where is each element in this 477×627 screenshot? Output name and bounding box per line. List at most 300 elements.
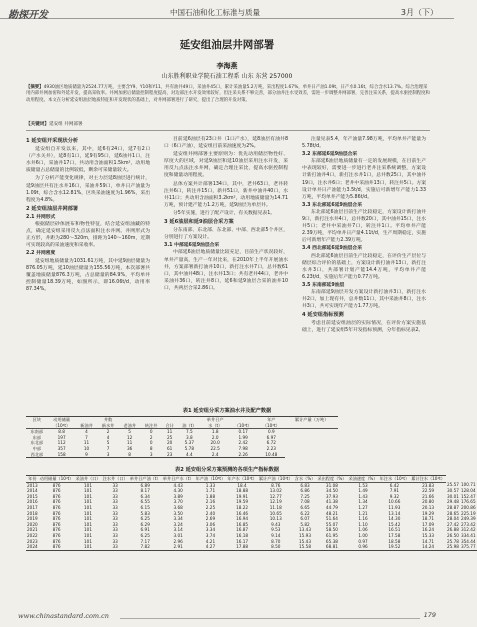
table-cell: 19.91	[236, 493, 249, 499]
keywords-label: 【关键词】	[26, 122, 49, 127]
table-header-cell: 累计产油（10⁴t）	[258, 476, 293, 481]
table-header-cell	[285, 423, 338, 429]
table-header-cell: 累计产量（万吨）	[285, 417, 338, 423]
table-cell: 101	[84, 482, 93, 488]
table-cell: 28.04	[446, 516, 459, 522]
table-cell: 100.71	[460, 482, 476, 488]
table-cell: 18.58	[388, 538, 401, 544]
table-cell: 8.17	[140, 488, 150, 494]
table-header-cell: 老油井	[119, 423, 141, 429]
table-cell: 9.14	[271, 532, 281, 538]
table-cell: 1.99	[238, 434, 248, 440]
table-cell: 10.13	[269, 516, 282, 522]
table-cell: 东南部	[30, 429, 44, 435]
paragraph: 目前延6油层有23口井（1口产水），延8油层有油井8口（6口产油），延安组目前采油速度为2%。	[164, 137, 288, 150]
table-header-cell: （10⁴t）	[229, 423, 257, 429]
paragraph: 分东南部、东北部、东北部、中部、西北部5个井区，分别进行了方案设计。	[164, 228, 288, 241]
table-cell: 3.68	[173, 504, 183, 510]
table-cell: 10.66	[388, 499, 401, 505]
table-cell: 3.8	[185, 434, 193, 440]
table-cell: 876	[52, 516, 61, 522]
table-cell: 1.33	[205, 482, 216, 488]
table-cell: 876	[52, 482, 61, 488]
table-cell: 1.71	[205, 488, 216, 494]
author-name: 李海燕	[216, 62, 238, 70]
table-cell: 33	[112, 538, 118, 544]
page-header	[0, 4, 454, 19]
table-cell: 2017	[27, 504, 38, 510]
table-header-cell: 单井日产油（t）	[129, 476, 161, 481]
table-cell: 44.79	[325, 504, 338, 510]
section-heading: 1 延安组开采现状分析	[26, 138, 79, 144]
table-cell: 1.43	[358, 493, 368, 499]
table-header-cell: 转注井	[140, 423, 162, 429]
table-cell: 876	[52, 488, 61, 494]
table-cell: 101	[84, 538, 93, 544]
table-cell: 6.72	[266, 440, 276, 446]
table-cell: 东部	[32, 434, 41, 440]
issue-label: 3月（下）	[400, 8, 438, 17]
table-header-cell: 新油井	[76, 423, 98, 429]
table-cell: 4	[106, 434, 110, 440]
table-cell: 354.44	[460, 538, 476, 544]
table-cell: 6.89	[140, 482, 150, 488]
header-divider	[26, 130, 430, 131]
table-cell: 2013	[27, 482, 38, 488]
table-cell: 22.59	[422, 488, 435, 494]
table-cell: 2.23	[266, 445, 276, 451]
table-cell: 7.08	[300, 499, 310, 505]
table-cell: 6.25	[140, 516, 150, 522]
table-cell: 6.83	[300, 482, 310, 488]
table-cell: 13.02	[269, 488, 282, 494]
table-cell: 10	[83, 445, 90, 451]
table-cell: 41.38	[325, 499, 338, 505]
table-cell: 16.46	[236, 510, 249, 516]
table-cell: 17.88	[226, 544, 258, 550]
table-cell: 30.57	[446, 488, 459, 494]
table-cell: 112	[57, 440, 66, 446]
body-column-1	[26, 136, 150, 294]
table-header-cell: 采出程度（%）	[317, 476, 347, 481]
paragraph: 为了分析产能变化规律，对主力层延8油层进行统计，延9油层共有注水井16口，采油井59口，单井日产油量为1.09t，综合含水12.81%，区块采油速度为1.96%，采出程度为4.8%。	[26, 176, 150, 203]
paragraph: 西北部延6油层目前生产比较稳定，在评价生产层位与储层综合评价的基础上，方案设计新打油井13口，新打注水井3口，共部署计划产能14.4万吨，平均单井产能6.23t/d，实施后年产能力0.77万吨。	[302, 253, 426, 280]
table-cell: 8.70	[271, 538, 281, 544]
table-cell: 101	[84, 493, 93, 499]
paragraph: 中部延6油层地质储量比较充足，目前生产状况较好，单井产量高，生产一年对比来，在2010年上半年开展油水井，方案部署新打油井10口，新打注水井7口，总井数61口，其中油井48口，注水井13口；共有老井44口，老井中采油井36口，转注井8口，延6和延9油层合采的油井10口，共两层合采2.86口。	[164, 250, 288, 291]
table-cell: 6.07	[300, 516, 310, 522]
table-header-cell: 动用储量（10⁴t）	[39, 476, 74, 481]
table-cell: 6.22	[300, 510, 310, 516]
section-label: 勘探开发	[8, 10, 48, 21]
table-cell: 0.97	[358, 538, 368, 544]
keywords-text: 延安组 井网部署	[48, 122, 83, 127]
table-cell: 16.51	[388, 527, 401, 533]
table-cell: 273.42	[460, 521, 476, 527]
table-cell: 19.59	[236, 499, 249, 505]
table-cell: 4.30	[173, 488, 183, 494]
table-cell: 2.4	[201, 452, 229, 458]
table-cell: 5.83	[140, 510, 150, 516]
abstract-label: 【摘要】	[26, 85, 44, 90]
table-cell: 1.00	[358, 532, 368, 538]
table-header-cell: 单井日产	[201, 417, 229, 423]
table-cell: 14.30	[388, 516, 401, 522]
table-cell: 1.49	[358, 488, 368, 494]
table-header-cell: 年产水（10⁴t）	[227, 476, 257, 481]
table-cell: 10.65	[269, 510, 282, 516]
subsection-heading: 2.2 井网密度	[26, 251, 56, 257]
table-cell: 6.34	[140, 493, 150, 499]
table-cell: 1.06	[358, 527, 368, 533]
table-cell: 2014	[27, 488, 38, 494]
table-cell: 4.27	[195, 544, 227, 550]
table-cell: 37.93	[325, 493, 338, 499]
table-cell: 65.38	[325, 538, 338, 544]
table-cell: 33	[112, 504, 118, 510]
table-cell: 3.89	[173, 493, 183, 499]
table-cell: 19.29	[422, 510, 435, 516]
table-header-cell: 区块	[26, 417, 48, 423]
table-cell: 25.57	[446, 482, 459, 488]
subsection-heading: 3.2 东部延6延9油层合采	[302, 152, 358, 158]
table-header-cell: 水（t）	[201, 423, 229, 429]
table-cell: 3.34	[173, 516, 183, 522]
table-cell: 2.16	[205, 499, 216, 505]
table-cell: 5	[106, 440, 110, 446]
table-cell: 25.98	[446, 544, 459, 550]
table-header-cell: 新水井	[97, 423, 119, 429]
table-cell: 18.4	[237, 482, 247, 488]
body-column-3	[302, 136, 426, 336]
table-cell: 3.50	[173, 510, 183, 516]
table-cell: 2023	[27, 538, 38, 544]
page-number: 179	[423, 611, 436, 619]
table-cell: 2022	[27, 532, 38, 538]
table-cell: 1.27	[358, 504, 368, 510]
table-header-cell: 累计注水（10⁴t）	[411, 476, 445, 481]
table-cell: 23.83	[422, 482, 435, 488]
table-cell: 33	[112, 488, 118, 494]
table-cell: 375.77	[460, 544, 476, 550]
table-cell: 128.04	[460, 488, 476, 494]
table-cell: 876	[52, 504, 61, 510]
table-cell: 11	[166, 429, 173, 435]
section-heading: 2 延安组油层井网部署	[26, 205, 79, 212]
table-cell: 7.91	[389, 488, 400, 494]
paragraph: 总体方案共计部署134口，其中，老井63口，老井转注井6口，转注井15口，新井51口，新井中油井40口，水井11口；共动用含油面积3.2km²，动用地质储量为14.71万吨，预计建产能力1.2万吨，延9油层为单层井。	[164, 181, 288, 208]
table-cell: 8.50	[258, 544, 294, 550]
table-cell: 197	[57, 434, 66, 440]
table-cell: 8.76	[271, 482, 281, 488]
table-cell: 26.88	[446, 527, 459, 533]
table-cell: 9.32	[389, 493, 400, 499]
table-cell: 11	[83, 440, 90, 446]
table-cell: 152.47	[460, 493, 476, 499]
table-cell: 2.91	[162, 544, 195, 550]
table-cell: 14.71	[422, 538, 435, 544]
paragraph: 延安组自开发以来，其中，延6有24口，延7有2口（产水关井），延8有1口，延9有95口，延6油井1口，注水井6口，采油井17口，共动用含油面积1.5km²，动用地质储量占总储量的比例较低，剩余可采储量较大。	[26, 147, 150, 174]
table-cell: 7.98	[238, 445, 248, 451]
table-header-cell: 油（t）	[177, 423, 201, 429]
table-header-cell: 单井日产水（t）	[162, 476, 194, 481]
table-cell: 1.8	[211, 429, 219, 435]
table-header-cell: （10⁴t）	[257, 423, 285, 429]
footer-url: www.chinastandard.com.cn	[18, 612, 109, 620]
table-cell: 12.77	[269, 493, 282, 499]
table-cell: 2.69	[205, 516, 216, 522]
table-cell: 8	[149, 445, 153, 451]
table-cell: 58.50	[325, 527, 338, 533]
table-cell: 1.10	[358, 521, 368, 527]
paragraph: 东南部延9油层开发方案设计新打油井3口，新打注水井2口，加上现有井，总井数11口，其中采油井8口，注水井3口，共可实现年产能力1.77万吨。	[302, 289, 426, 310]
table-cell: 16.85	[236, 521, 249, 527]
journal-name: 中国石油和化工标准与质量	[170, 8, 260, 17]
table-cell: 5.37	[184, 440, 194, 446]
table-cell: 0.17	[238, 429, 248, 435]
table-cell: 20.13	[422, 504, 435, 510]
table-cell: 11.18	[269, 504, 282, 510]
table-cell: 16.17	[236, 538, 249, 544]
table-header-cell: 动用储量	[48, 417, 76, 423]
table-cell: 6.42	[389, 482, 400, 488]
table-cell: 0	[149, 429, 153, 435]
table-cell: 2015	[27, 493, 38, 499]
table-cell: 22.5	[210, 445, 220, 451]
author-affiliation: 山东胜利职业学院石油工程系 山东 东营 257000	[161, 73, 293, 80]
paragraph: 东北部延6油层目前生产比较稳定，方案设计新打油井9口，新打注水井4口，总井数20口，其中油井15口，注水井5口；老井中采油井7口，转注井1口。平均单井产能2.39万吨，平均单井日产量4.11t/d，生产周期稳定，实施后可新增年产能力2.39万吨。	[302, 209, 426, 244]
table-cell: 61	[166, 445, 173, 451]
table-cell: 12.19	[269, 499, 282, 505]
table-cell: 7.82	[129, 544, 162, 550]
table-header-cell: 年产油（10⁴t）	[195, 476, 226, 481]
table-cell: 15.58	[294, 544, 317, 550]
table-header-cell: 采油速度（%）	[348, 476, 378, 481]
table-cell: 13.14	[388, 510, 401, 516]
table-cell: 20.0	[210, 440, 220, 446]
table-cell: 7.25	[300, 493, 310, 499]
table-cell: 21.66	[422, 493, 435, 499]
table-cell: 357	[57, 445, 66, 451]
table-cell: 2.26	[229, 452, 257, 458]
table-cell: 12	[126, 434, 133, 440]
table-cell: 1.16	[358, 516, 368, 522]
table-cell: 6.29	[140, 521, 150, 527]
table-cell: 51.64	[325, 516, 338, 522]
subsection-heading: 3.3 东北部延6延9油层合采	[302, 202, 363, 208]
table-header-cell: 注水井（口）	[102, 476, 128, 481]
abstract-text: 4930油区地质储量为2524.77万吨，主要含Y9、Y10和Y11，共有油井49口，采油井45口，累计采油量5.2万吨，采出程度1.67%，单井日产油1.09t，日产水0.16t，综合含水13.7%。综合治理采用内部井网加密和外延开发，提高采收率。井网加密后储量控制程度提高，对边部注水开发效果较好，但注采关系不够完善，部分油井注水受效差，需进一步调整井网部署，完善注采关系，提高水驱控制程度和动用程度。本文在分析延安组油层地质特征和开发现状的基础上，对井网部署进行了研究，提出了合理的开发对策。	[26, 85, 430, 103]
table-cell: 5.78	[184, 445, 194, 451]
table-cell: 3.06	[205, 521, 216, 527]
table-cell: 9.53	[271, 527, 281, 533]
table-header-cell: 井数	[97, 417, 119, 423]
table-cell: 9	[76, 452, 98, 458]
table-cell: 18.88	[236, 488, 249, 494]
table-cell: 3.14	[173, 527, 183, 533]
table-cell: 101	[84, 516, 93, 522]
table-cell: 16.94	[236, 516, 249, 522]
table-cell: 33	[112, 527, 118, 533]
table-cell: 中部	[32, 445, 41, 451]
table-cell: 3	[140, 452, 162, 458]
table2-caption: 表2 延安组分采方案预测的各项生产指标数据	[175, 467, 279, 473]
table-cell: 6.15	[140, 504, 150, 510]
table-header-cell: 年注水（10⁴t）	[379, 476, 410, 481]
table-cell: 225.19	[460, 510, 476, 516]
table-cell: 101	[74, 544, 101, 550]
table-cell: 10.48	[257, 452, 285, 458]
keywords	[26, 121, 83, 127]
table-cell: 876	[52, 532, 61, 538]
table-cell: 东北部	[30, 440, 44, 446]
table-cell: 3.74	[205, 532, 216, 538]
table-cell: 4.4	[177, 452, 201, 458]
table-header-cell: （10⁴t）	[48, 423, 76, 429]
table-cell: 28.65	[446, 510, 459, 516]
table-cell: 33	[102, 544, 129, 550]
table-cell: 0.9	[267, 429, 275, 435]
paragraph: 考虑目前延安组油层的实际情况，在评价方案实施基础上，进行了延安组5年开发指标预测，分年指标见表2。	[302, 321, 426, 334]
paragraph: 东部延6油层地质储量有一定的发展规模，在目前生产中表现较好，需要进一步进行老井注采系统调整，方案设计新打油井4口，新打注水井1口，总井数25口，其中油井19口，注水井6口；老井中采油井13口，转注井5口。方案设计单井日产油能力3.5t/d，实施后可新增年产能力1.33万吨，平均单井产能为5.86t/d。	[302, 159, 426, 200]
table-row	[26, 544, 477, 550]
table-cell: 312.42	[460, 527, 476, 533]
table-cell: 15.42	[388, 521, 401, 527]
table-cell: 0	[149, 440, 153, 446]
table-cell: 4.21	[205, 538, 216, 544]
footer-divider	[120, 618, 420, 619]
table-cell: 6.86	[300, 488, 310, 494]
table-cell: 1.88	[205, 493, 216, 499]
subsection-heading: 3.4 西北部延6延9油层合采	[302, 246, 363, 252]
table-cell: 33	[112, 532, 118, 538]
table-cell: 西北部	[26, 452, 48, 458]
table-cell: 6.97	[266, 434, 276, 440]
table-cell: 17.58	[388, 532, 401, 538]
table-cell: 15.93	[299, 532, 311, 538]
table-cell: 13.43	[299, 527, 311, 533]
table-cell: 33	[112, 516, 118, 522]
table-cell: 334.41	[460, 532, 476, 538]
table-cell: 876	[52, 499, 61, 505]
table-cell: 36	[126, 445, 133, 451]
table-header-cell: 合计	[162, 423, 177, 429]
table1	[26, 416, 338, 458]
table-cell: 7.5	[185, 429, 193, 435]
paragraph: 延安组井网部署主要原则为：优先动用储层物性好、厚度大的区域，对延9油层和延10油层采用注水开发，采用反九点法注水井网，确定合理注采比，提高水驱控制程度和储量动用程度。	[164, 152, 288, 179]
table-cell: 33	[112, 510, 118, 516]
table-cell: 26.50	[446, 532, 459, 538]
table-cell: 20.80	[422, 499, 435, 505]
abstract	[26, 85, 430, 104]
table-header-cell: 采油井（口）	[75, 476, 101, 481]
table-cell: 2024	[27, 544, 38, 550]
table-cell: 33	[112, 499, 118, 505]
table-cell: 2.0	[211, 434, 219, 440]
table-cell: 68.81	[316, 544, 347, 550]
table-cell: 176.65	[460, 499, 476, 505]
paragraph: 根据储层砂体展布和物性特征，结合延安组油藏的特点，确定延安组采用反九点法面积注水井网。井网形式为正方形，井距为280～320m，排距为140～160m，近期可实现较高的采油速度和采收率。	[26, 222, 150, 249]
table-cell: 29.48	[446, 499, 459, 505]
subsection-heading: 3.1 中部延6延9油层合采	[164, 243, 220, 249]
table-cell: 876	[52, 510, 61, 516]
table-cell: 1.34	[358, 499, 368, 505]
table-cell: 16.24	[422, 527, 435, 533]
table-cell: 15.33	[422, 532, 435, 538]
table-cell: 5.82	[300, 521, 310, 527]
table-cell: 14.24	[410, 544, 446, 550]
table-cell: 11.93	[388, 504, 401, 510]
table-cell: 55.07	[325, 521, 338, 527]
table-cell: 876	[52, 527, 61, 533]
table-row	[26, 452, 338, 458]
table-cell: 2019	[27, 516, 38, 522]
table-cell: 7	[106, 445, 110, 451]
table-cell: 25.78	[446, 538, 459, 544]
table-cell: 6.55	[140, 499, 150, 505]
article-title: 延安组油层井网部署	[179, 39, 275, 51]
table-cell: 7.17	[140, 538, 150, 544]
table-cell: 34.50	[325, 488, 338, 494]
paragraph: 延安组地质储量为1031.61万吨，其中延9油层储量为876.05万吨，延10油层储量为155.56万吨，本次部署共覆盖地质储量876.3万吨，占总储量的84.9%，平均单井控制储量18.39万吨，如图所示，即16.06t/d，动用率87.34%。	[26, 258, 150, 292]
paragraph: 注量见表5.4，年产油量7.98万吨，平均单井产能量为5.78t/d。	[302, 137, 426, 150]
table-cell: 101	[84, 532, 93, 538]
subsection-heading: 3.5 东南部延9油层	[302, 282, 345, 288]
table-cell: 876	[52, 521, 61, 527]
table-cell: 33	[112, 482, 118, 488]
table-cell: 101	[84, 521, 93, 527]
table-cell: 200.86	[460, 504, 476, 510]
table-cell: 9.43	[271, 521, 281, 527]
section-heading: 4 延安组指标预测	[302, 312, 344, 319]
table-cell: 876	[39, 544, 75, 550]
table-cell: 101	[84, 504, 93, 510]
table-cell: 3.70	[173, 499, 183, 505]
table-cell: 3.34	[205, 527, 216, 533]
table-cell: 15.43	[299, 538, 311, 544]
table-cell: 158	[48, 452, 76, 458]
table-cell: 30.01	[446, 493, 459, 499]
table-cell: 0.96	[347, 544, 378, 550]
table-cell: 101	[84, 499, 93, 505]
table-cell: 3.24	[173, 521, 183, 527]
section-heading: 3 延6油层和延9油层合采方案	[164, 219, 234, 226]
table-header-cell: 含水（%）	[294, 476, 316, 481]
table-cell: 2018	[27, 510, 38, 516]
table-cell: 876	[52, 493, 61, 499]
subsection-heading: 2.1 井网形式	[26, 214, 56, 220]
table-cell: 23	[162, 452, 177, 458]
table-cell: 61.95	[325, 532, 338, 538]
table-cell: 11	[126, 440, 133, 446]
table-cell: 6.65	[300, 504, 310, 510]
table2	[26, 475, 477, 551]
table-cell: 6.91	[140, 527, 150, 533]
table-cell: 2020	[27, 521, 38, 527]
table-cell: 19.52	[379, 544, 411, 550]
table-cell: 1.53	[358, 482, 368, 488]
table-cell: 2021	[27, 527, 38, 533]
table-cell: 3.01	[173, 532, 183, 538]
table-cell: 18.22	[236, 504, 249, 510]
table-cell: 27.42	[446, 521, 459, 527]
table-cell: 16.87	[236, 527, 249, 533]
table-cell: 33	[112, 493, 118, 499]
table-cell: 6.25	[140, 532, 150, 538]
table-cell: 2	[149, 434, 153, 440]
table-cell: 8	[119, 452, 141, 458]
body-column-2	[164, 136, 288, 293]
